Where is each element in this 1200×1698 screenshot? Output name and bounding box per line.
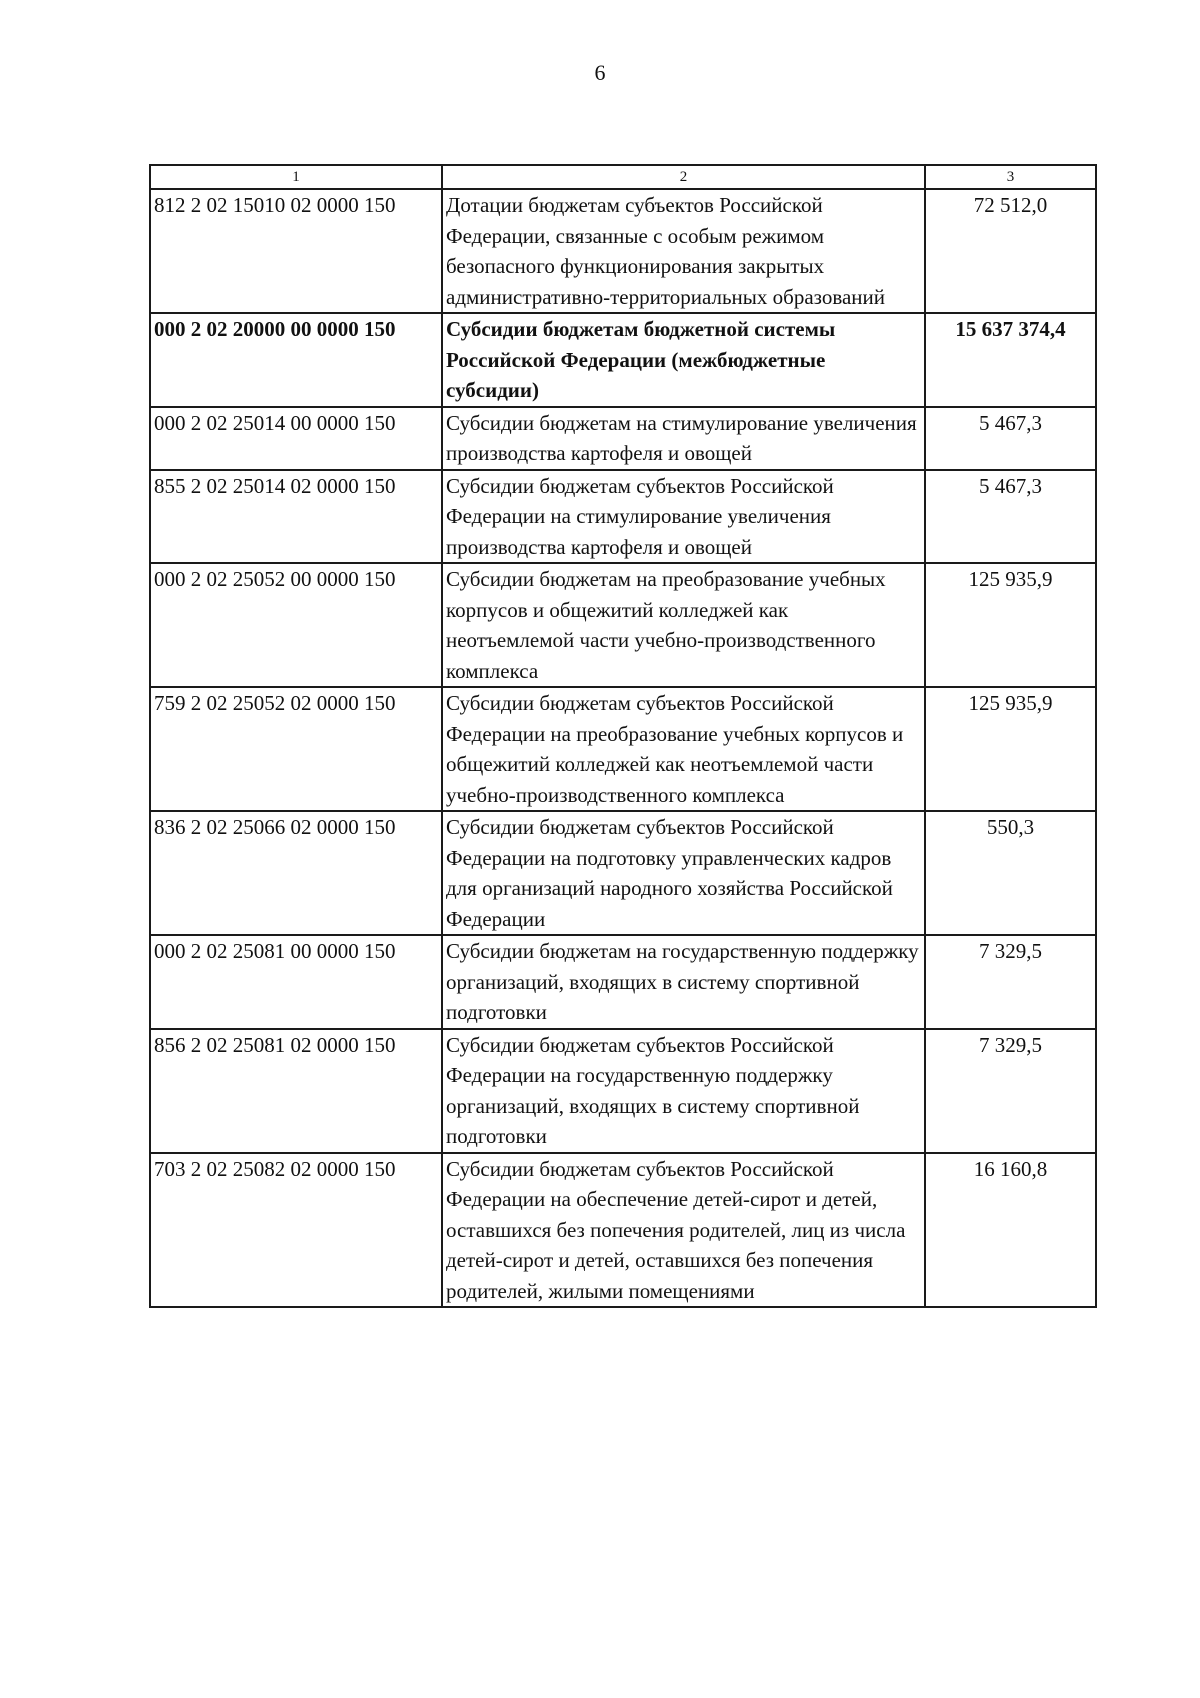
budget-code-cell: 000 2 02 25081 00 0000 150 xyxy=(150,935,442,1029)
budget-code-cell: 812 2 02 15010 02 0000 150 xyxy=(150,189,442,313)
table-row xyxy=(150,1153,1096,1308)
description-cell: Субсидии бюджетам субъектов Российской Федерации на стимулирование увеличения производства картофеля и овощей xyxy=(442,470,925,564)
budget-code-cell: 836 2 02 25066 02 0000 150 xyxy=(150,811,442,935)
amount-cell: 15 637 374,4 xyxy=(925,313,1096,407)
description-cell: Субсидии бюджетам субъектов Российской Федерации на обеспечение детей-сирот и детей, оставшихся без попечения родителей, лиц из числа детей-сирот и детей, оставшихся без попечения родителей, жилыми помещениями xyxy=(442,1153,925,1308)
table-row xyxy=(150,563,1096,687)
column-header-description: 2 xyxy=(442,165,925,189)
amount-cell: 550,3 xyxy=(925,811,1096,935)
page-number: 6 xyxy=(594,60,606,85)
amount-cell: 125 935,9 xyxy=(925,563,1096,687)
description-cell: Субсидии бюджетам субъектов Российской Федерации на преобразование учебных корпусов и общежитий колледжей как неотъемлемой части учебно-производственного комплекса xyxy=(442,687,925,811)
budget-code-cell: 855 2 02 25014 02 0000 150 xyxy=(150,470,442,564)
amount-cell: 16 160,8 xyxy=(925,1153,1096,1308)
description-cell: Субсидии бюджетам на государственную поддержку организаций, входящих в систему спортивной подготовки xyxy=(442,935,925,1029)
amount-cell: 7 329,5 xyxy=(925,935,1096,1029)
description-cell: Субсидии бюджетам субъектов Российской Федерации на подготовку управленческих кадров для организаций народного хозяйства Российской Федерации xyxy=(442,811,925,935)
budget-code-cell: 000 2 02 20000 00 0000 150 xyxy=(150,313,442,407)
amount-cell: 7 329,5 xyxy=(925,1029,1096,1153)
budget-table xyxy=(149,164,1097,1308)
amount-cell: 72 512,0 xyxy=(925,189,1096,313)
budget-code-cell: 703 2 02 25082 02 0000 150 xyxy=(150,1153,442,1308)
table-row xyxy=(150,407,1096,470)
amount-cell: 5 467,3 xyxy=(925,407,1096,470)
table-row xyxy=(150,1029,1096,1153)
table-row xyxy=(150,189,1096,313)
description-cell: Субсидии бюджетам субъектов Российской Федерации на государственную поддержку организаций, входящих в систему спортивной подготовки xyxy=(442,1029,925,1153)
description-cell: Субсидии бюджетам на стимулирование увеличения производства картофеля и овощей xyxy=(442,407,925,470)
description-cell: Субсидии бюджетам бюджетной системы Российской Федерации (межбюджетные субсидии) xyxy=(442,313,925,407)
column-header-amount: 3 xyxy=(925,165,1096,189)
table-row xyxy=(150,313,1096,407)
table-row xyxy=(150,935,1096,1029)
budget-code-cell: 759 2 02 25052 02 0000 150 xyxy=(150,687,442,811)
column-header-code: 1 xyxy=(150,165,442,189)
budget-code-cell: 000 2 02 25052 00 0000 150 xyxy=(150,563,442,687)
description-cell: Субсидии бюджетам на преобразование учебных корпусов и общежитий колледжей как неотъемлемой части учебно-производственного комплекса xyxy=(442,563,925,687)
amount-cell: 125 935,9 xyxy=(925,687,1096,811)
table-row xyxy=(150,687,1096,811)
table-header-row xyxy=(150,165,1096,189)
table-row xyxy=(150,470,1096,564)
amount-cell: 5 467,3 xyxy=(925,470,1096,564)
budget-code-cell: 856 2 02 25081 02 0000 150 xyxy=(150,1029,442,1153)
budget-code-cell: 000 2 02 25014 00 0000 150 xyxy=(150,407,442,470)
table-row xyxy=(150,811,1096,935)
description-cell: Дотации бюджетам субъектов Российской Федерации, связанные с особым режимом безопасного функционирования закрытых административно-территориальных образований xyxy=(442,189,925,313)
